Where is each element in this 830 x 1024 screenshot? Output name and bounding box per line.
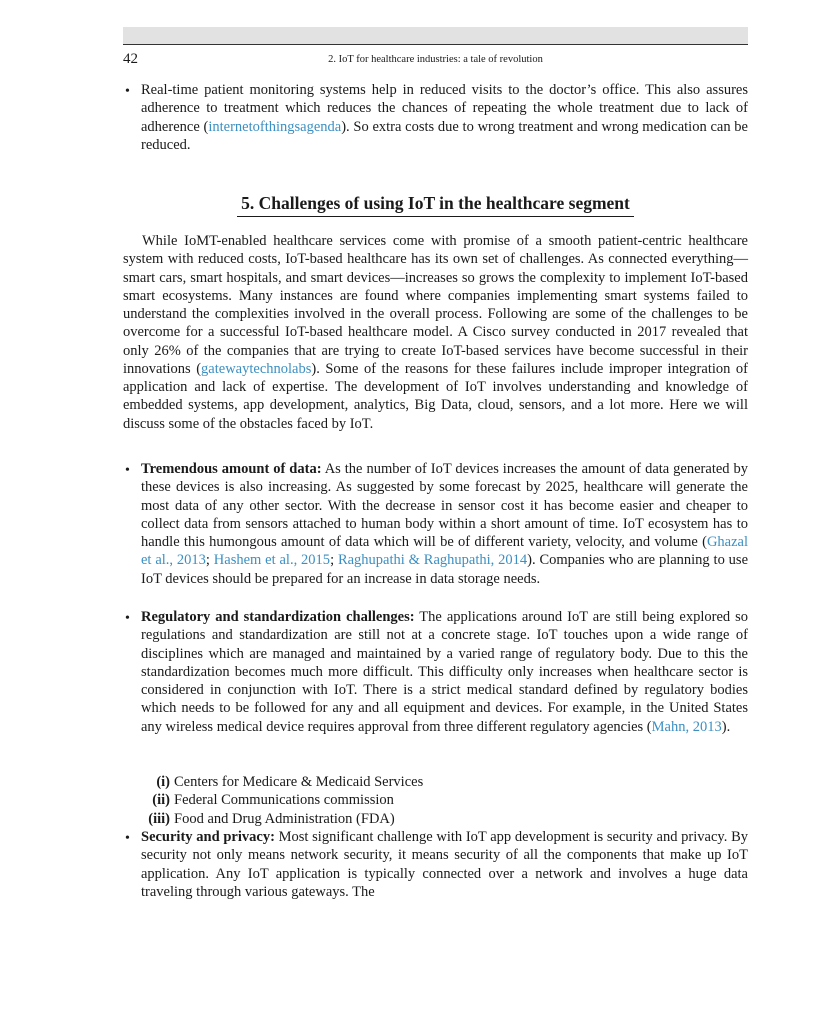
header-rule <box>123 44 748 45</box>
bullet-icon: • <box>125 831 130 846</box>
challenge-regulatory <box>141 608 748 736</box>
section-paragraph <box>123 232 748 433</box>
challenge-title: Regulatory and standardization challenges: <box>141 609 415 625</box>
challenge-title: Security and privacy: <box>141 829 275 845</box>
challenge-text-before: As the number of IoT devices increases the amount of data generated by these devices is also increasing. As suggested by some forecast by 2025, healthcare will generate the most data of any other sector. With the decrease in sensor cost it has become easier and cheaper to collect data from sensors attached to human body within a short amount of time. IoT ecosystem has to handle this humongous amount of data which will be of different variety, velocity, and volume ( <box>141 461 748 550</box>
citation-link[interactable]: internetofthingsagenda <box>208 118 342 135</box>
agency-list <box>139 773 423 828</box>
section-heading <box>123 189 748 217</box>
agency-name: Federal Communications commission <box>174 792 394 809</box>
bullet-icon: • <box>125 611 130 626</box>
agency-item <box>139 773 423 791</box>
challenge-text-after: ). Companies who are planning to use IoT devices should be prepared for an increase in data storage needs. <box>141 552 749 587</box>
citation-link[interactable]: Hashem et al., 2015 <box>213 552 331 569</box>
page-number: 42 <box>123 51 138 67</box>
section-heading-text: 5. Challenges of using IoT in the healthcare segment <box>237 191 634 217</box>
section-paragraph-after: ). Some of the reasons for these failures include improper integration of application and lack of expertise. The development of IoT involves understanding and knowledge of embedded systems, app development, analytics, Big Data, cloud, sensors, and a lot more. Here we will discuss some of the obstacles faced by IoT. <box>123 360 748 432</box>
challenge-text-before: The applications around IoT are still being explored so regulations and standardization are still not at a concrete stage. IoT touches upon a wide range of disciplines which are managed and maintained by a varied range of regulatory body. Due to this the standardization becomes much more difficult. This difficulty only increases when healthcare sector is considered in conjunction with IoT. There is a strict medical standard defined by regulatory bodies which needs to be followed for any and all equipment and devices. For example, in the United States any wireless medical device requires approval from three different regulatory agencies ( <box>141 609 749 735</box>
challenge-data-volume <box>141 460 748 588</box>
section-paragraph-before: While IoMT-enabled healthcare services come with promise of a smooth patient-centric healthcare system with reduced costs, IoT-based healthcare has its own set of challenges. As connected everything—smart cars, smart hospitals, and smart devices—increases so grows the complexity to implement IoT-based smart ecosystems. Many instances are found where companies implementing smart systems failed to understand the complexities involved in the overall process. Following are some of the challenges to be overcome for a successful IoT-based healthcare model. A Cisco survey conducted in 2017 revealed that only 26% of the companies that are trying to create IoT-based services have become successful in their innovations ( <box>123 233 748 377</box>
agency-item <box>139 810 423 828</box>
agency-item <box>139 791 423 809</box>
citation-separator: ; <box>205 552 214 569</box>
bullet-icon: • <box>125 463 130 478</box>
intro-bullet-text-after: ). So extra costs due to wrong treatment and wrong medication can be reduced. <box>141 118 748 153</box>
agency-number: (ii) <box>152 792 170 809</box>
intro-bullet-text <box>141 81 748 154</box>
agency-name: Food and Drug Administration (FDA) <box>174 810 395 827</box>
citation-link[interactable]: Raghupathi & Raghupathi, 2014 <box>337 552 528 569</box>
citation-separator: ; <box>330 552 338 569</box>
agency-number: (iii) <box>148 810 170 827</box>
citation-link[interactable]: Mahn, 2013 <box>651 718 722 735</box>
agency-name: Centers for Medicare & Medicaid Services <box>174 774 424 790</box>
running-head: 2. IoT for healthcare industries: a tale of revolution <box>328 54 543 65</box>
header-band <box>123 27 748 44</box>
challenge-text-after: ). <box>721 718 731 735</box>
bullet-icon: • <box>125 84 130 99</box>
citation-link[interactable]: Ghazal et al., 2013 <box>141 534 748 569</box>
challenge-text: Most significant challenge with IoT app development is security and privacy. By security not only means network security, it means security of all the components that make up IoT application. Any IoT application is typically connected over a network and involves a huge data traveling through various gateways. The <box>141 829 748 900</box>
challenge-security <box>141 828 748 901</box>
challenge-title: Tremendous amount of data: <box>141 461 322 477</box>
agency-number: (i) <box>156 774 170 790</box>
citation-link[interactable]: gatewaytechnolabs <box>201 360 312 377</box>
intro-bullet-text-before: Real-time patient monitoring systems help in reduced visits to the doctor’s office. This also assures adherence to treatment which reduces the chances of repeating the whole treatment due to lack of adherence ( <box>141 82 748 135</box>
